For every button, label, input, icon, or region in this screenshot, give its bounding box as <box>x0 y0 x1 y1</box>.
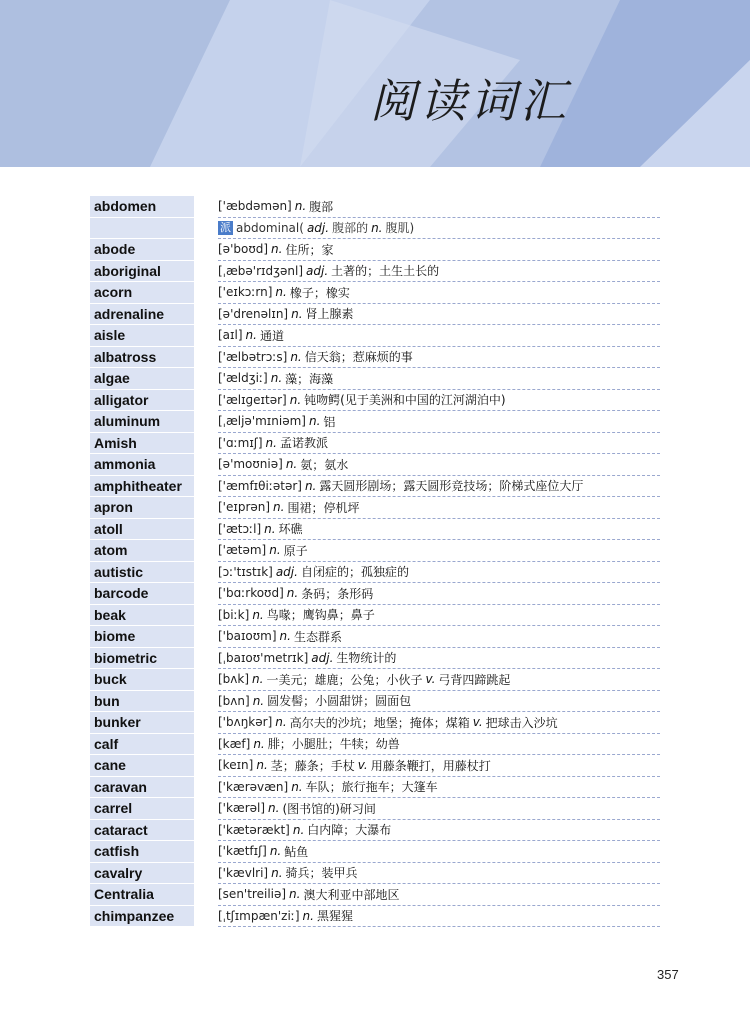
phonetic: ['bɑːrkoʊd] <box>218 586 284 601</box>
part-of-speech: n. <box>292 822 305 837</box>
vocab-word: calf <box>90 734 194 756</box>
phonetic: [biːk] <box>218 607 250 622</box>
vocab-row <box>90 648 660 670</box>
meaning: 氨；氨水 <box>300 457 349 472</box>
vocab-definition <box>218 583 660 605</box>
vocab-row <box>90 239 660 261</box>
vocab-word: algae <box>90 368 194 390</box>
vocab-word: aboriginal <box>90 261 194 283</box>
part-of-speech: n. <box>286 586 299 601</box>
vocab-row <box>90 712 660 734</box>
derivative-badge: 派 <box>220 220 231 234</box>
meaning: 用藤条鞭打，用藤杖打 <box>370 758 491 773</box>
phonetic: [sen'treiliə] <box>218 887 287 902</box>
phonetic: [ɔː'tɪstɪk] <box>218 564 273 579</box>
meaning: 原子 <box>283 543 308 558</box>
phonetic: [ə'boʊd] <box>218 242 269 257</box>
phonetic: ['bʌŋkər] <box>218 715 273 730</box>
meaning: 一美元；雄鹿；公兔；小伙子 <box>266 672 423 687</box>
vocab-row <box>90 368 660 390</box>
vocab-definition <box>218 669 660 691</box>
vocab-row <box>90 261 660 283</box>
part-of-speech: n. <box>275 285 287 300</box>
derivative-pos: adj. <box>306 220 330 235</box>
vocab-row <box>90 540 660 562</box>
phonetic: [ˌtʃɪmpæn'ziː] <box>218 908 300 923</box>
meaning: 白内障；大瀑布 <box>307 823 392 838</box>
part-of-speech: n. <box>252 607 264 622</box>
meaning: 生态群系 <box>293 629 342 644</box>
vocab-word: buck <box>90 669 194 691</box>
part-of-speech: n. <box>256 758 268 773</box>
part-of-speech: v. <box>425 672 436 687</box>
vocab-definition <box>218 196 660 218</box>
meaning: 车队；旅行拖车；大篷车 <box>305 780 438 795</box>
part-of-speech: adj. <box>275 564 298 579</box>
meaning: 茎；藤条；手杖 <box>270 758 355 773</box>
phonetic: [ˌæljə'mɪniəm] <box>218 414 306 429</box>
vocab-row <box>90 476 660 498</box>
vocab-word: acorn <box>90 282 194 304</box>
vocab-definition <box>218 540 660 562</box>
header-banner <box>0 0 750 167</box>
vocab-word: Amish <box>90 433 194 455</box>
phonetic: ['kætfɪʃ] <box>218 844 267 859</box>
part-of-speech: n. <box>265 435 277 450</box>
vocab-word: autistic <box>90 562 194 584</box>
part-of-speech: n. <box>252 672 264 687</box>
part-of-speech: n. <box>271 865 283 880</box>
meaning: 条码；条形码 <box>301 586 374 601</box>
vocab-row <box>90 755 660 777</box>
meaning: 弓背四蹄跳起 <box>438 672 511 687</box>
part-of-speech: n. <box>289 392 302 407</box>
phonetic: [ˌæbə'rɪdʒənl] <box>218 263 304 278</box>
meaning: 藻；海藻 <box>285 371 334 386</box>
derivative-meaning: 腹部的 <box>332 221 369 236</box>
vocab-row <box>90 282 660 304</box>
vocab-word: biometric <box>90 648 194 670</box>
phonetic: ['ɑːmɪʃ] <box>218 435 263 450</box>
vocab-word: carrel <box>90 798 194 820</box>
vocab-word: beak <box>90 605 194 627</box>
part-of-speech: n. <box>268 801 280 816</box>
vocab-row <box>90 863 660 885</box>
vocab-word: bunker <box>90 712 194 734</box>
vocab-row <box>90 884 660 906</box>
meaning: 露天圆形剧场；露天圆形竞技场；阶梯式座位大厅 <box>319 479 584 494</box>
meaning: 鸟喙；鹰钩鼻；鼻子 <box>266 608 375 623</box>
part-of-speech: n. <box>275 715 287 730</box>
vocab-word: ammonia <box>90 454 194 476</box>
meaning: (图书馆的)研习间 <box>282 801 376 816</box>
vocab-definition <box>218 476 660 498</box>
phonetic: ['baɪoʊm] <box>218 629 277 644</box>
part-of-speech: n. <box>308 414 321 429</box>
phonetic: ['kærəvæn] <box>218 779 289 794</box>
meaning: 通道 <box>259 328 284 343</box>
part-of-speech: n. <box>285 457 298 472</box>
vocab-row <box>90 777 660 799</box>
vocab-word: adrenaline <box>90 304 194 326</box>
page-title: 阅读词汇 <box>370 74 570 128</box>
vocab-definition <box>218 605 660 627</box>
vocab-definition <box>218 368 660 390</box>
vocab-definition <box>218 261 660 283</box>
vocab-word: aluminum <box>90 411 194 433</box>
part-of-speech: n. <box>252 693 265 708</box>
phonetic: ['æmfɪθiːətər] <box>218 478 302 493</box>
vocab-word: chimpanzee <box>90 906 194 928</box>
part-of-speech: adj. <box>306 263 329 278</box>
meaning: 孟诺教派 <box>279 436 328 451</box>
part-of-speech: n. <box>253 736 265 751</box>
part-of-speech: n. <box>302 908 314 923</box>
vocab-row <box>90 196 660 218</box>
vocab-definition <box>218 648 660 670</box>
meaning: 骑兵；装甲兵 <box>285 866 358 881</box>
vocab-row <box>90 433 660 455</box>
meaning: 环礁 <box>278 522 303 537</box>
vocab-row <box>90 605 660 627</box>
phonetic: ['kærəl] <box>218 801 266 816</box>
vocab-row <box>90 497 660 519</box>
vocab-definition <box>218 497 660 519</box>
meaning: 鲇鱼 <box>284 844 309 859</box>
phonetic: ['ætɔːl] <box>218 521 262 536</box>
meaning: 铝 <box>323 414 336 429</box>
meaning: 住所；家 <box>285 242 334 257</box>
vocab-definition <box>218 325 660 347</box>
vocab-word: caravan <box>90 777 194 799</box>
vocab-word: cane <box>90 755 194 777</box>
derivative-meaning: 腹肌) <box>385 221 415 236</box>
vocab-definition <box>218 433 660 455</box>
phonetic: ['æbdəmən] <box>218 199 292 214</box>
part-of-speech: n. <box>291 779 303 794</box>
derivative-pos: n. <box>371 220 383 235</box>
page-number: 357 <box>657 967 679 982</box>
part-of-speech: n. <box>279 629 291 644</box>
meaning: 土著的；土生土长的 <box>331 264 440 279</box>
phonetic: [ˌbaɪoʊ'metrɪk] <box>218 650 309 665</box>
meaning: 澳大利亚中部地区 <box>303 887 400 902</box>
vocab-word: amphitheater <box>90 476 194 498</box>
phonetic: [aɪl] <box>218 328 243 343</box>
part-of-speech: v. <box>357 758 368 773</box>
part-of-speech: n. <box>294 199 307 214</box>
vocab-definition <box>218 626 660 648</box>
phonetic: [ə'drenəlɪn] <box>218 306 289 321</box>
meaning: 自闭症的；孤独症的 <box>300 565 409 580</box>
vocab-word: biome <box>90 626 194 648</box>
vocab-row <box>90 519 660 541</box>
phonetic: ['ælbətrɔːs] <box>218 349 288 364</box>
part-of-speech: n. <box>304 478 317 493</box>
phonetic: ['ældʒiː] <box>218 371 268 386</box>
vocab-word: abode <box>90 239 194 261</box>
vocab-definition <box>218 734 660 756</box>
meaning: 橡子；橡实 <box>289 285 350 300</box>
vocab-word: albatross <box>90 347 194 369</box>
meaning: 生物统计的 <box>336 651 397 666</box>
part-of-speech: v. <box>472 715 483 730</box>
meaning: 钝吻鳄(见于美洲和中国的江河湖泊中) <box>304 393 506 408</box>
vocab-row <box>90 841 660 863</box>
meaning: 高尔夫的沙坑；地堡；掩体；煤箱 <box>289 715 470 730</box>
vocab-word: barcode <box>90 583 194 605</box>
vocab-definition <box>218 691 660 713</box>
vocab-word: bun <box>90 691 194 713</box>
vocab-row <box>90 411 660 433</box>
vocab-definition <box>218 777 660 799</box>
vocab-word: Centralia <box>90 884 194 906</box>
vocab-definition <box>218 820 660 842</box>
part-of-speech: n. <box>289 887 301 902</box>
vocab-definition <box>218 906 660 928</box>
part-of-speech: n. <box>271 242 283 257</box>
vocab-word: abdomen <box>90 196 194 218</box>
vocab-row <box>90 669 660 691</box>
vocab-row <box>90 798 660 820</box>
phonetic: [bʌn] <box>218 693 250 708</box>
vocab-word <box>90 218 194 240</box>
meaning: 腹部 <box>309 199 334 214</box>
vocab-row <box>90 562 660 584</box>
vocab-row <box>90 325 660 347</box>
vocab-row <box>90 626 660 648</box>
phonetic: ['eɪkɔːrn] <box>218 285 273 300</box>
part-of-speech: n. <box>273 500 285 515</box>
vocab-word: cataract <box>90 820 194 842</box>
part-of-speech: n. <box>269 543 281 558</box>
vocab-definition <box>218 863 660 885</box>
phonetic: ['kætərækt] <box>218 822 290 837</box>
phonetic: ['ælɪɡeɪtər] <box>218 392 287 407</box>
phonetic: ['kævlri] <box>218 865 269 880</box>
vocab-row <box>90 390 660 412</box>
meaning: 信天翁；惹麻烦的事 <box>304 350 413 365</box>
meaning: 肾上腺素 <box>305 307 354 322</box>
vocab-row <box>90 691 660 713</box>
phonetic: [bʌk] <box>218 672 250 687</box>
part-of-speech: adj. <box>311 650 334 665</box>
vocab-definition <box>218 239 660 261</box>
vocab-row <box>90 734 660 756</box>
phonetic: [kæf] <box>218 736 251 751</box>
vocab-definition <box>218 712 660 734</box>
vocab-definition <box>218 519 660 541</box>
part-of-speech: n. <box>264 521 276 536</box>
phonetic: ['eɪprən] <box>218 500 271 515</box>
derivative-word: abdominal( <box>236 220 304 235</box>
phonetic: [ə'moʊniə] <box>218 457 283 472</box>
vocab-row <box>90 906 660 928</box>
phonetic: ['ætəm] <box>218 543 267 558</box>
part-of-speech: n. <box>269 844 282 859</box>
vocab-word: cavalry <box>90 863 194 885</box>
vocab-definition <box>218 841 660 863</box>
vocab-word: atom <box>90 540 194 562</box>
vocab-definition <box>218 347 660 369</box>
vocab-definition <box>218 304 660 326</box>
vocab-definition <box>218 454 660 476</box>
vocab-row <box>90 347 660 369</box>
vocab-row <box>90 583 660 605</box>
meaning: 腓；小腿肚；牛犊；幼兽 <box>267 737 400 752</box>
vocab-row <box>90 304 660 326</box>
meaning: 黑猩猩 <box>316 909 353 924</box>
vocab-definition <box>218 884 660 906</box>
vocab-definition <box>218 798 660 820</box>
vocab-definition <box>218 411 660 433</box>
vocab-definition <box>218 390 660 412</box>
meaning: 圆发髻；小圆甜饼；圆面包 <box>267 694 412 709</box>
vocab-row <box>90 218 660 240</box>
vocab-word: apron <box>90 497 194 519</box>
vocab-definition <box>218 562 660 584</box>
vocab-row <box>90 454 660 476</box>
part-of-speech: n. <box>291 306 303 321</box>
vocab-word: atoll <box>90 519 194 541</box>
vocab-word: aisle <box>90 325 194 347</box>
part-of-speech: n. <box>290 349 302 364</box>
vocab-row <box>90 820 660 842</box>
vocab-definition <box>218 218 660 240</box>
phonetic: [keɪn] <box>218 758 254 773</box>
meaning: 把球击入沙坑 <box>485 715 558 730</box>
vocab-definition <box>218 755 660 777</box>
meaning: 围裙；停机坪 <box>287 500 360 515</box>
part-of-speech: n. <box>270 371 283 386</box>
vocab-word: alligator <box>90 390 194 412</box>
vocabulary-list <box>90 196 660 927</box>
vocab-word: catfish <box>90 841 194 863</box>
vocab-definition <box>218 282 660 304</box>
part-of-speech: n. <box>245 328 257 343</box>
